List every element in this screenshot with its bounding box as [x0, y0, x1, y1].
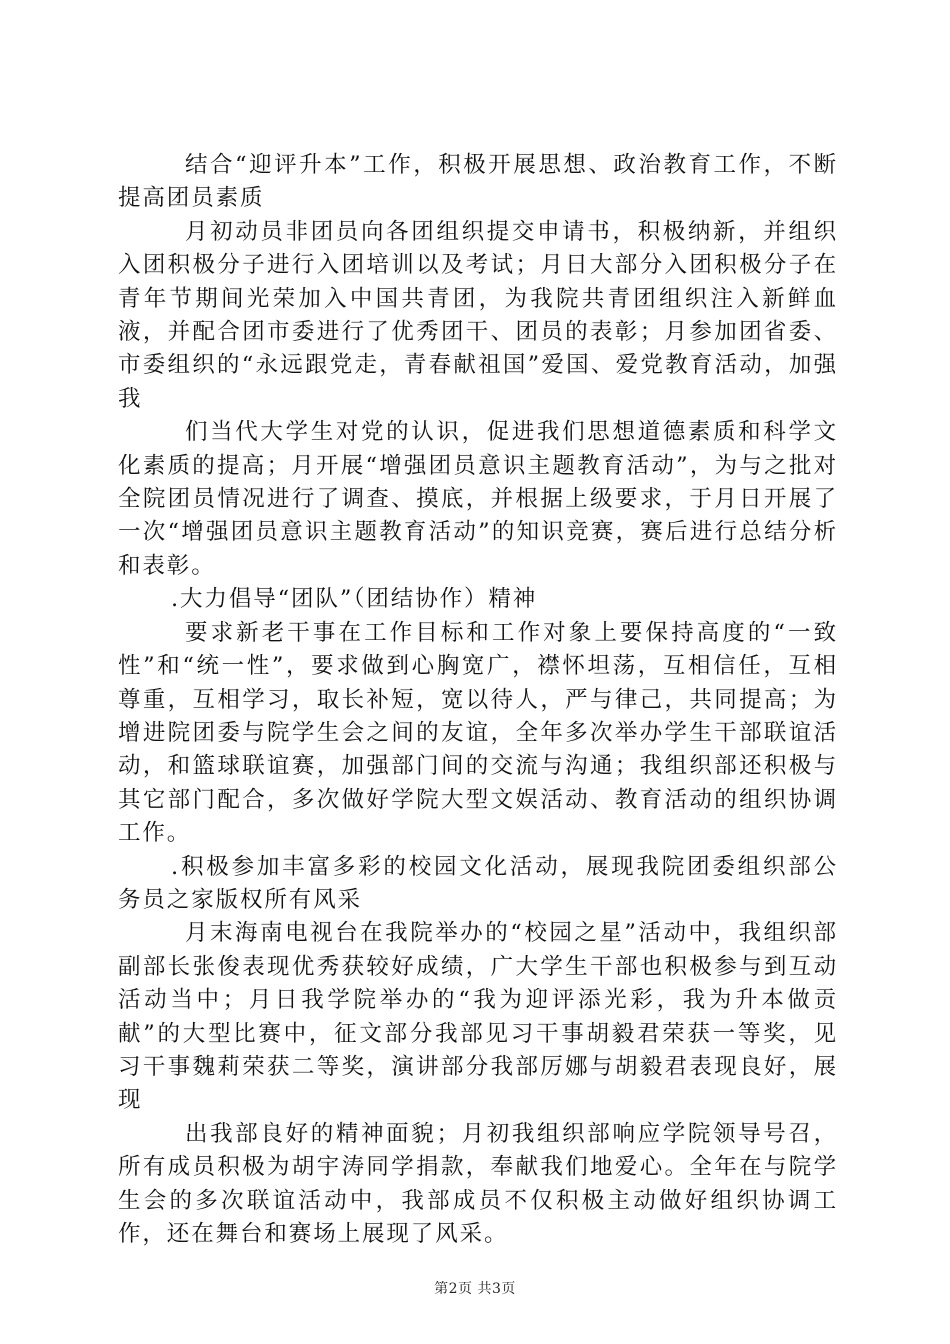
paragraph-3: 们当代大学生对党的认识，促进我们思想道德素质和科学文化素质的提高；月开展“增强团员意识主题教育活动”，为与之批对全院团员情况进行了调查、摸底，并根据上级要求，于月日开展了一次“增强团员意识主题教育活动”的知识竞赛，赛后进行总结分析和表彰。 [118, 419, 838, 579]
page-footer: 第2页 共3页 [434, 1281, 516, 1297]
paragraph-5: 月末海南电视台在我院举办的“校园之星”活动中，我组织部副部长张俊表现优秀获较好成绩，广大学生干部也积极参与到互动活动当中；月日我学院举办的“我为迎评添光彩，我为升本做贡献”的大型比赛中，征文部分我部见习干事胡毅君荣获一等奖，见习干事魏莉荣获二等奖，演讲部分我部厉娜与胡毅君表现良好，展现 [118, 920, 838, 1114]
section-heading-team-spirit: .大力倡导“团队”（团结协作）精神 [171, 586, 538, 613]
paragraph-2: 月初动员非团员向各团组织提交申请书，积极纳新，并组织入团积极分子进行入团培训以及考试；月日大部分入团积极分子在青年节期间光荣加入中国共青团，为我院共青团组织注入新鲜血液，并配合团市委进行了优秀团干、团员的表彰；月参加团省委、市委组织的“永远跟党走，青春献祖国”爱国、爱党教育活动，加强我 [118, 218, 838, 412]
document-body [118, 149, 838, 1251]
paragraph-1: 结合“迎评升本”工作，积极开展思想、政治教育工作，不断提高团员素质 [118, 152, 838, 212]
paragraph-4: 要求新老干事在工作目标和工作对象上要保持高度的“一致性”和“统一性”，要求做到心胸宽广，襟怀坦荡，互相信任，互相尊重，互相学习，取长补短，宽以待人，严与律己，共同提高；为增进院团委与院学生会之间的友谊，全年多次举办学生干部联谊活动，和篮球联谊赛，加强部门间的交流与沟通；我组织部还积极与其它部门配合，多次做好学院大型文娱活动、教育活动的组织协调工作。 [118, 619, 838, 847]
section-heading-campus-culture: .积极参加丰富多彩的校园文化活动，展现我院团委组织部公务员之家版权所有风采 [118, 853, 838, 913]
paragraph-6: 出我部良好的精神面貌；月初我组织部响应学院领导号召，所有成员积极为胡宇涛同学捐款，奉献我们地爱心。全年在与院学生会的多次联谊活动中，我部成员不仅积极主动做好组织协调工作，还在舞台和赛场上展现了风采。 [118, 1120, 838, 1247]
